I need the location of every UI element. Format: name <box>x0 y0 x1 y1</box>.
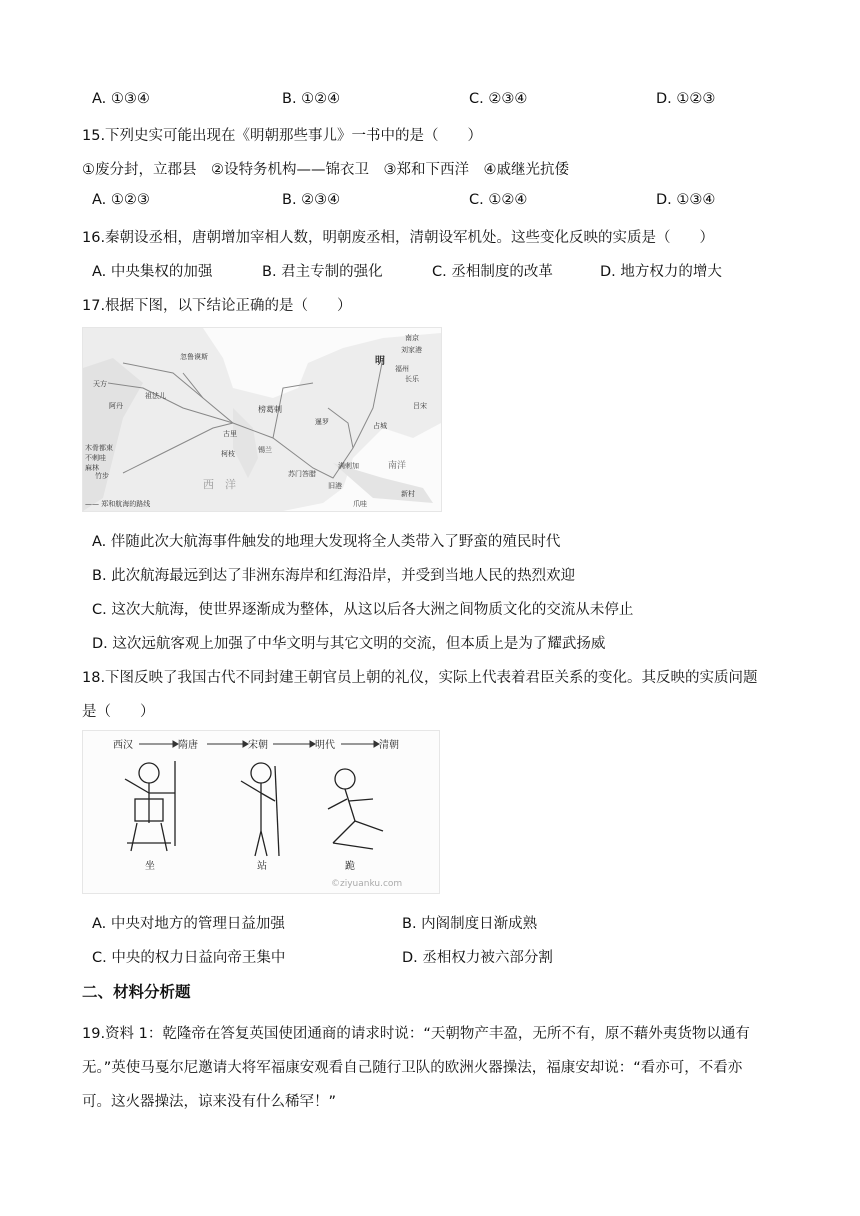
map-label: 木骨都束 <box>85 444 113 452</box>
q18-stem-line2: 是（ ） <box>82 704 155 720</box>
posture-label: 站 <box>257 861 267 872</box>
dynasty-label: 清朝 <box>379 740 399 751</box>
dynasty-label: 宋朝 <box>248 740 268 751</box>
map-label: 麻林 <box>85 464 99 472</box>
kneeling-figure <box>328 769 383 849</box>
q18-option-a[interactable]: A. 中央对地方的管理日益加强 <box>92 916 285 932</box>
posture-label: 坐 <box>145 861 155 872</box>
dynasty-label: 明代 <box>315 740 335 751</box>
map-label: 吕宋 <box>413 402 427 410</box>
map-label: 西 洋 <box>203 478 236 491</box>
map-label: 阿丹 <box>109 402 123 410</box>
map-label: 旧港 <box>328 482 342 490</box>
map-svg <box>83 328 441 511</box>
posture-label: 跪 <box>345 861 355 872</box>
zheng-he-voyage-map <box>82 327 442 512</box>
q14-option-c[interactable]: C. ②③④ <box>469 91 528 107</box>
watermark: ©ziyuanku.com <box>331 879 403 889</box>
q18-stem-line1: 18.下图反映了我国古代不同封建王朝官员上朝的礼仪，实际上代表着君臣关系的变化。其反映的实质问题 <box>82 670 758 686</box>
map-label: 南洋 <box>388 461 407 471</box>
map-legend: —— 郑和航海的路线 <box>85 500 151 508</box>
q16-stem: 16.秦朝设丞相，唐朝增加宰相人数，明朝废丞相，清朝设军机处。这些变化反映的实质是（ ） <box>82 230 715 246</box>
map-label: 爪哇 <box>353 500 367 508</box>
q15-items: ①废分封，立郡县 ②设特务机构——锦衣卫 ③郑和下西洋 ④戚继光抗倭 <box>82 162 569 178</box>
court-etiquette-figure <box>82 730 440 894</box>
map-label: 竹步 <box>95 472 109 480</box>
q14-option-a[interactable]: A. ①③④ <box>92 91 150 107</box>
q17-option-c[interactable]: C. 这次大航海，使世界逐渐成为整体，从这以后各大洲之间物质文化的交流从未停止 <box>92 602 634 618</box>
map-label: 天方 <box>93 380 107 388</box>
q14-option-d[interactable]: D. ①②③ <box>656 91 716 107</box>
q15-option-a[interactable]: A. ①②③ <box>92 192 150 208</box>
dynasty-label: 西汉 <box>113 740 133 751</box>
standing-figure <box>241 763 279 856</box>
q15-option-d[interactable]: D. ①③④ <box>656 192 716 208</box>
q18-option-d[interactable]: D. 丞相权力被六部分割 <box>402 950 553 966</box>
q16-option-a[interactable]: A. 中央集权的加强 <box>92 264 213 280</box>
q16-option-b[interactable]: B. 君主专制的强化 <box>262 264 383 280</box>
map-label: 古里 <box>223 430 237 438</box>
map-label: 福州 <box>395 365 409 373</box>
q17-option-b[interactable]: B. 此次航海最远到达了非洲东海岸和红海沿岸，并受到当地人民的热烈欢迎 <box>92 568 576 584</box>
q19-line3: 可。这火器操法，谅来没有什么稀罕！” <box>82 1094 337 1110</box>
q14-option-b[interactable]: B. ①②④ <box>282 91 341 107</box>
q17-option-a[interactable]: A. 伴随此次大航海事件触发的地理大发现将全人类带入了野蛮的殖民时代 <box>92 534 561 550</box>
q15-stem: 15.下列史实可能出现在《明朝那些事儿》一书中的是（ ） <box>82 128 483 144</box>
section-title: 二、材料分析题 <box>82 983 191 1001</box>
map-label: 祖法儿 <box>145 392 166 400</box>
map-label: 长乐 <box>405 375 419 383</box>
map-label: 暹罗 <box>315 418 329 426</box>
map-label: 南京 <box>405 334 419 342</box>
map-label: 满剌加 <box>338 462 359 470</box>
q17-stem: 17.根据下图，以下结论正确的是（ ） <box>82 298 352 314</box>
map-label: 榜葛剌 <box>258 405 282 414</box>
map-label: 占城 <box>373 422 387 430</box>
q19-line1: 19.资料 1：乾隆帝在答复英国使团通商的请求时说：“天朝物产丰盈，无所不有，原不藉外夷货物以通有 <box>82 1026 750 1042</box>
q16-option-d[interactable]: D. 地方权力的增大 <box>600 264 722 280</box>
map-label: 不剌哇 <box>85 454 106 462</box>
map-label: 柯枝 <box>221 450 235 458</box>
map-label: 新村 <box>401 490 415 498</box>
map-label: 忽鲁谟斯 <box>180 353 208 361</box>
q15-option-b[interactable]: B. ②③④ <box>282 192 341 208</box>
q19-line2: 无。”英使马戛尔尼邀请大将军福康安观看自己随行卫队的欧洲火器操法，福康安却说：“看亦可，不看亦 <box>82 1060 743 1076</box>
q16-option-c[interactable]: C. 丞相制度的改革 <box>432 264 553 280</box>
q15-option-c[interactable]: C. ①②④ <box>469 192 528 208</box>
map-label: 明 <box>375 356 385 367</box>
map-label: 刘家港 <box>401 346 422 354</box>
map-label: 锡兰 <box>258 446 272 454</box>
sitting-figure <box>125 761 175 851</box>
q18-option-c[interactable]: C. 中央的权力日益向帝王集中 <box>92 950 286 966</box>
etiquette-svg <box>83 731 439 893</box>
q17-option-d[interactable]: D. 这次远航客观上加强了中华文明与其它文明的交流，但本质上是为了耀武扬威 <box>92 636 606 652</box>
q18-option-b[interactable]: B. 内阁制度日渐成熟 <box>402 916 538 932</box>
dynasty-label: 隋唐 <box>178 740 198 751</box>
map-label: 苏门答腊 <box>288 470 316 478</box>
